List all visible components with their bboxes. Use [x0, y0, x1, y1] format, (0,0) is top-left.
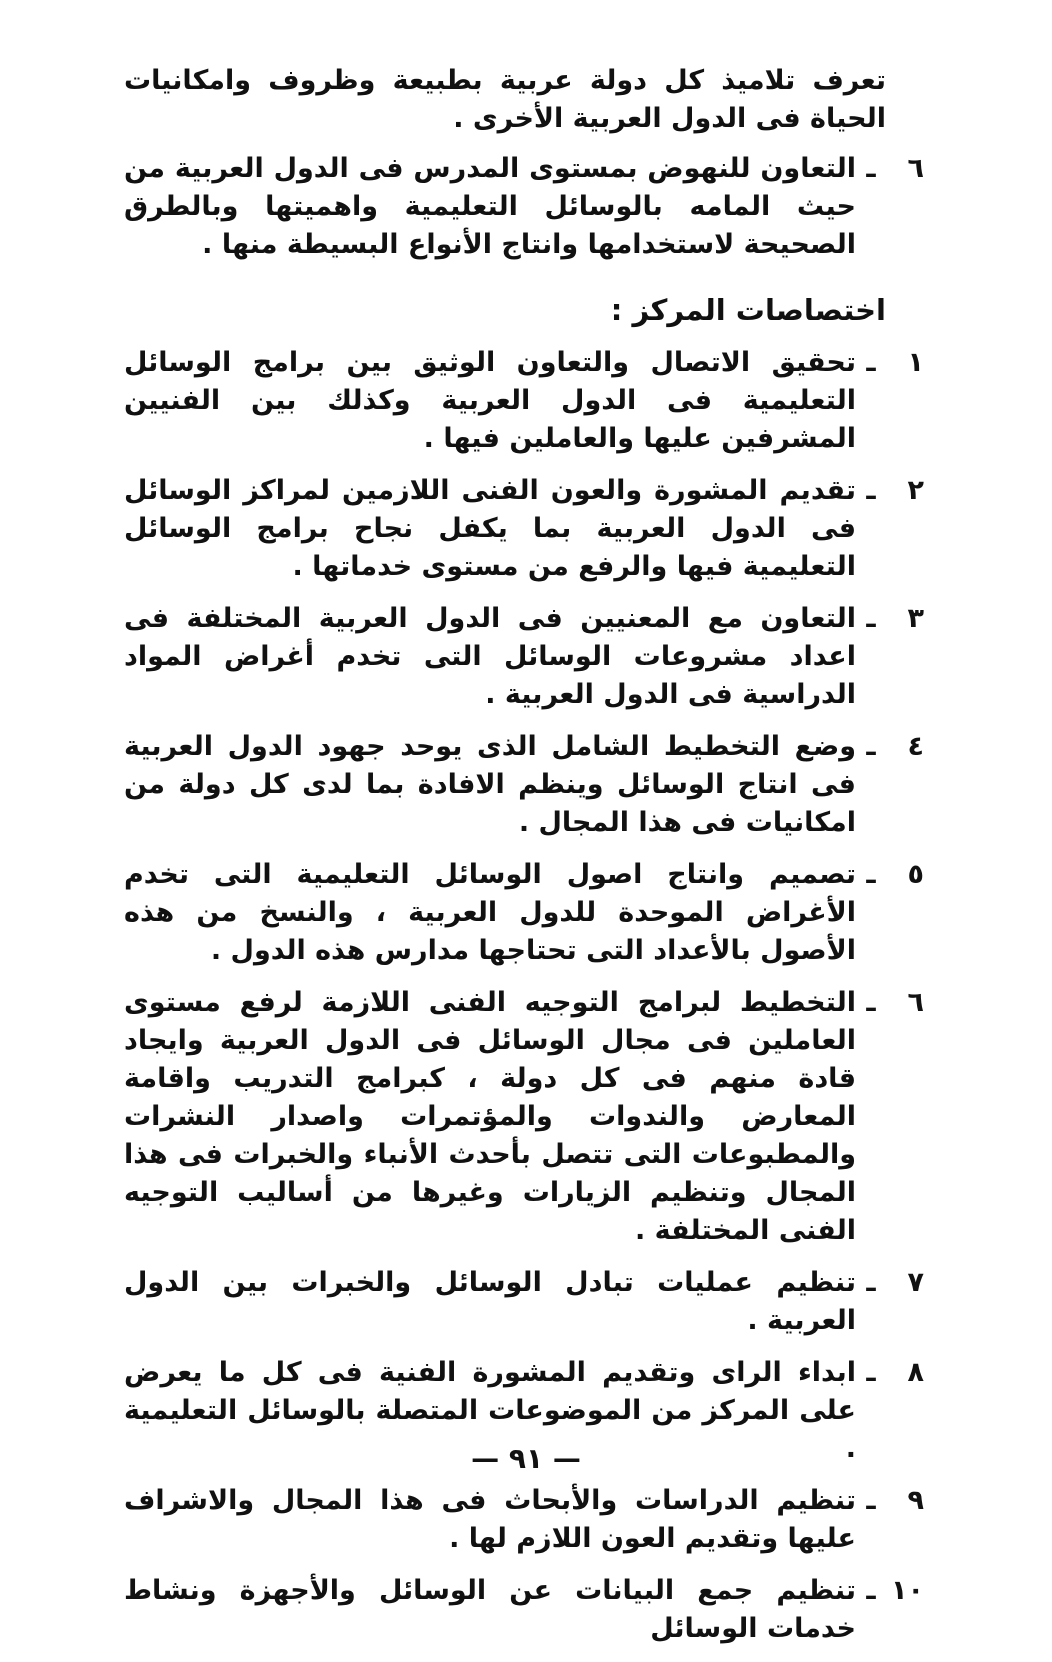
item-number: ٣ [907, 603, 924, 634]
item-number: ١٠ [891, 1575, 924, 1606]
item-dash: ـ [866, 1267, 876, 1298]
item-number: ٩ [907, 1485, 924, 1516]
item-text: ابداء الراى وتقديم المشورة الفنية فى كل ما يعرض على المركز من الموضوعات المتصلة بالوسائل التعليمية . [124, 1357, 856, 1464]
item-text: التخطيط لبرامج التوجيه الفنى اللازمة لرفع مستوى العاملين فى مجال الوسائل فى الدول العربية وايجاد قادة منهم فى كل دولة ، كبرامج التدريب واقامة المعارض والندوات والمؤتمرات واصدار النشرات والمطبوعات التى تتصل بأحدث الأنباء والخبرات فى هذا المجال وتنظيم الزيارات وغيرها من أساليب التوجيه الفنى المختلفة . [124, 987, 856, 1246]
item-dash: ـ [866, 347, 876, 378]
intro-paragraph: تعرف تلاميذ كل دولة عربية بطبيعة وظروف وامكانيات الحياة فى الدول العربية الأخرى . [124, 65, 886, 134]
item-number: ٤ [907, 731, 924, 762]
item-dash: ـ [866, 475, 876, 506]
item-text: تقديم المشورة والعون الفنى اللازمين لمراكز الوسائل فى الدول العربية بما يكفل نجاح برامج الوسائل التعليمية فيها والرفع من مستوى خدماتها . [124, 475, 856, 582]
item-text: تصميم وانتاج اصول الوسائل التعليمية التى تخدم الأغراض الموحدة للدول العربية ، والنسخ من هذه الأصول بالأعداد التى تحتاجها مدارس هذه الدول . [124, 859, 856, 966]
list-item [124, 150, 924, 264]
list-item [124, 1264, 924, 1340]
item-text: تنظيم الدراسات والأبحاث فى هذا المجال والاشراف عليها وتقديم العون اللازم لها . [124, 1485, 856, 1554]
item-dash: ـ [866, 153, 876, 184]
item-text: التعاون مع المعنيين فى الدول العربية المختلفة فى اعداد مشروعات الوسائل التى تخدم أغراض المواد الدراسية فى الدول العربية . [124, 603, 856, 710]
list-item [124, 856, 924, 970]
item-text: التعاون للنهوض بمستوى المدرس فى الدول العربية من حيث المامه بالوسائل التعليمية واهميتها وبالطرق الصحيحة لاستخدامها وانتاج الأنواع البسيطة منها . [124, 153, 856, 260]
item-number: ١ [907, 347, 924, 378]
list-item [124, 1482, 924, 1558]
item-dash: ـ [866, 1357, 876, 1388]
item-number: ٦ [907, 153, 924, 184]
item-dash: ـ [866, 987, 876, 1018]
item-number: ٧ [907, 1267, 924, 1298]
item-text: تنظيم جمع البيانات عن الوسائل والأجهزة ونشاط خدمات الوسائل [124, 1575, 856, 1644]
page-number: — ٩١ — [471, 1442, 581, 1475]
goals-list [124, 150, 924, 264]
list-item [124, 472, 924, 586]
item-number: ٢ [907, 475, 924, 506]
item-dash: ـ [866, 603, 876, 634]
document-page [124, 62, 924, 1662]
list-item [124, 344, 924, 458]
item-text: وضع التخطيط الشامل الذى يوحد جهود الدول العربية فى انتاج الوسائل وينظم الافادة بما لدى كل دولة من امكانيات فى هذا المجال . [124, 731, 856, 838]
list-item [124, 1572, 924, 1648]
list-item [124, 728, 924, 842]
item-text: تحقيق الاتصال والتعاون الوثيق بين برامج الوسائل التعليمية فى الدول العربية وكذلك بين الفنيين المشرفين عليها والعاملين فيها . [124, 347, 856, 454]
item-number: ٦ [907, 987, 924, 1018]
item-text: تنظيم عمليات تبادل الوسائل والخبرات بين الدول العربية . [124, 1267, 856, 1336]
item-dash: ـ [866, 1575, 876, 1606]
list-item [124, 600, 924, 714]
item-number: ٥ [907, 859, 924, 890]
item-dash: ـ [866, 859, 876, 890]
section-heading: اختصاصات المركز : [610, 293, 886, 327]
item-number: ٨ [907, 1357, 924, 1388]
list-item [124, 984, 924, 1250]
item-dash: ـ [866, 731, 876, 762]
item-dash: ـ [866, 1485, 876, 1516]
